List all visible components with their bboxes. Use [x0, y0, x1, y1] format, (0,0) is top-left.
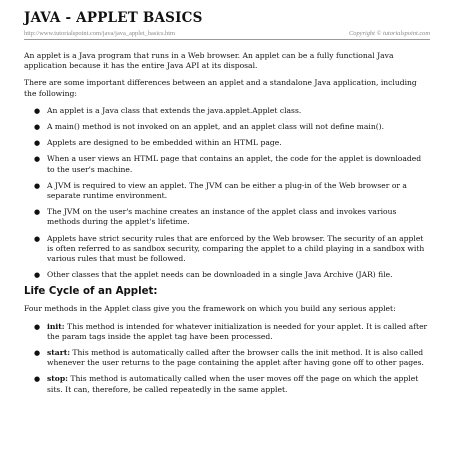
differences-list — [24, 106, 430, 281]
list-item — [24, 106, 430, 116]
list-item-text: A main() method is not invoked on an applet, and an applet class will not define main(). — [47, 122, 385, 132]
list-item — [24, 270, 430, 280]
list-item-text: A JVM is required to view an applet. The JVM can be either a plug-in of the Web browser or a separate runtime environment. — [47, 180, 407, 201]
method-name: stop: — [47, 374, 68, 384]
list-item — [24, 207, 430, 227]
list-item — [24, 348, 430, 368]
list-item — [24, 322, 430, 342]
bullet-icon: ● — [34, 139, 41, 148]
section-heading: Life Cycle of an Applet: — [24, 286, 158, 298]
document-body — [24, 51, 430, 395]
section-intro: Four methods in the Applet class give you the framework on which you build any serious applet: — [24, 304, 396, 314]
page-title: JAVA - APPLET BASICS — [24, 10, 203, 26]
copyright-notice: Copyright © tutorialspoint.com — [348, 30, 430, 37]
list-item-text: An applet is a Java class that extends the java.applet.Applet class. — [47, 105, 302, 115]
list-item — [24, 154, 430, 174]
intro-paragraph: There are some important differences between an applet and a standalone Java application, including the following: — [24, 78, 417, 98]
list-item-text: Other classes that the applet needs can be downloaded in a single Java Archive (JAR) file. — [47, 270, 393, 280]
bullet-icon: ● — [34, 322, 41, 331]
bullet-icon: ● — [34, 181, 41, 190]
list-item — [24, 374, 430, 394]
method-description: This method is automatically called when the user moves off the page on which the applet sits. It can, therefore, be called repeatedly in the same applet. — [47, 374, 419, 394]
method-name: init: — [47, 321, 65, 331]
bullet-icon: ● — [34, 123, 41, 132]
bullet-icon: ● — [34, 271, 41, 280]
list-item — [24, 181, 430, 201]
method-description: This method is automatically called after the browser calls the init method. It is also called whenever the user returns to the page containing the applet after having gone off to other pages. — [47, 348, 424, 368]
list-item-text: Applets have strict security rules that are enforced by the Web browser. The security of an applet is often referred to as sandbox security, comparing the applet to a child playing in a sandbox with various rules that must be followed. — [47, 233, 425, 264]
document-page — [24, 10, 430, 401]
list-item — [24, 138, 430, 148]
lifecycle-methods-list — [24, 322, 430, 395]
bullet-icon: ● — [34, 106, 41, 115]
bullet-icon: ● — [34, 349, 41, 358]
bullet-icon: ● — [34, 155, 41, 164]
intro-paragraph: An applet is a Java program that runs in a Web browser. An applet can be a fully functional Java application because it has the entire Java API at its disposal. — [24, 51, 394, 71]
list-item — [24, 234, 430, 265]
bullet-icon: ● — [34, 208, 41, 217]
method-name: start: — [47, 348, 71, 358]
source-url: http://www.tutorialspoint.com/java/java_applet_basics.htm — [24, 30, 175, 37]
list-item — [24, 122, 430, 132]
list-item-text: Applets are designed to be embedded within an HTML page. — [47, 138, 282, 148]
bullet-icon: ● — [34, 375, 41, 384]
list-item-text: When a user views an HTML page that contains an applet, the code for the applet is downloaded to the user's machine. — [47, 154, 422, 174]
method-description: This method is intended for whatever initialization is needed for your applet. It is called after the param tags inside the applet tag have been processed. — [47, 321, 428, 341]
list-item-text: The JVM on the user's machine creates an instance of the applet class and invokes various methods during the applet's lifetime. — [47, 207, 397, 227]
header-rule — [24, 30, 430, 40]
bullet-icon: ● — [34, 234, 41, 243]
